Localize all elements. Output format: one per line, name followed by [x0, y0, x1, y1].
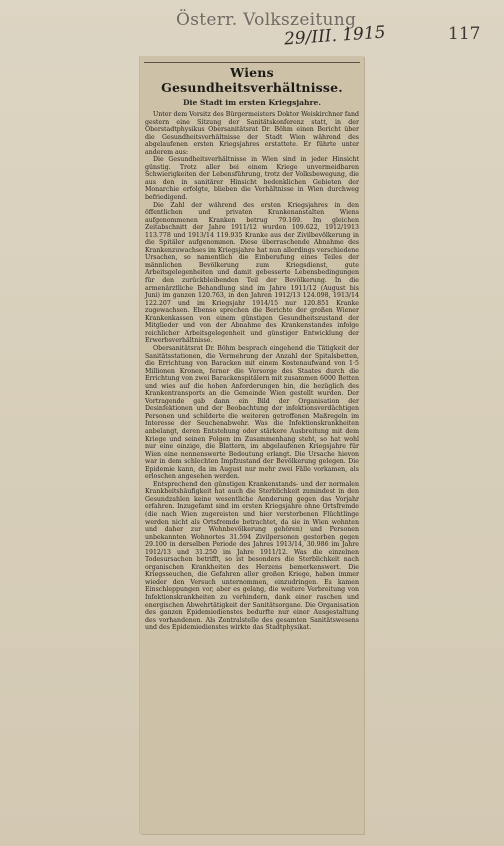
article-paragraph: Entsprechend den günstigen Krankenstands- und der normalen Krankheitshäufigkeit hat auch die Sterblichkeit zumindest in den Gesundzahlen keine wesentliche Aenderung gegen das Vorjahr erfahren. Inzugefamt sind im ersten Kriegsjahre ohne Ortsfremde (die nach Wien zugereisten und hier verstorbenen Flüchtlinge werden nicht als Ortsfremde betrachtet, da sie in Wien wohnten und daher zur Wohnbevölkerung gehören) und Personen unbekannten Wohnortes 31.594 Zivilpersonen gestorben gegen 29.100 in derselben Periode des Jahres 1913/14, 30.986 im Jahre 1912/13 und 31.250 im Jahre 1911/12. Was die einzelnen Todesursachen betrifft, so ist besonders die Sterblichkeit nach organischen Krankheiten des Herzens bemerkenswert. Die Kriegsseuchen, die Gefahren aller großen Kriege, haben immer wieder den Versuch unternommen, einzudringen. Es kamen Einschleppungen vor, aber es gelang, die weitere Verbreitung von Infektionskrankheiten zu verhindern, dank einer raschen und energischen Abwehrtätigkeit der Sanitätsorgane. Die Organisation des ganzen Epidemiedienstes bedurfte nur einer Ausgestaltung des vorhandenen. Als Zentralstelle des gesamten Sanitätswesens und des Epidemiedienstes wirkte das Stadtphysikat. — [145, 480, 359, 632]
handwritten-date: 29/III. 1915 — [283, 22, 387, 50]
article-body — [145, 111, 359, 632]
newspaper-name: Österr. Volkszeitung — [176, 10, 357, 30]
article-subtitle: Die Stadt im ersten Kriegsjahre. — [182, 98, 322, 107]
article-paragraph: Die Zahl der während des ersten Kriegsjahres in den öffentlichen und privaten Krankenanstalten Wiens aufgenommenen Kranken betrug 79.169. Im gleichen Zeitabschnitt der Jahre 1911/12 wurden 109.622, 1912/1913 113.778 und 1913/14 119.935 Kranke aus der Zivilbevölkerung in die Spitäler aufgenommen. Diese überraschende Abnahme des Krankenzuwachses im Kriegsjahre hat nun allerdings verschiedene Ursachen, so namentlich die Einberufung eines Teiles der männlichen Bevölkerung zum Kriegsdienst, gute Arbeitsgelegenheiten und damit gebesserte Lebensbedingungen für den zurückbleibenden Teil der Bevölkerung. In die armenärztliche Behandlung sind im Jahre 1911/12 (August bis Juni) im ganzen 120.763, in den Jahren 1912/13 124.098, 1913/14 122.207 und im Kriegsjahr 1914/15 nur 120.851 Kranke zugewachsen. Ebenso sprechen die Berichte der großen Wiener Krankenkassen von einem günstigen Gesundheitszustand der Mitglieder und von der Abnahme des Krankenstandes infolge reichlicher Arbeitsgelegenheit und günstiger Entwicklung der Erwerbsverhältnisse. — [145, 201, 359, 345]
article-paragraph: Unter dem Vorsitz des Bürgermeisters Doktor Weiskirchner fand gestern eine Sitzung der Sanitätskonferenz statt, in der Oberstadtphysikus Obersanitätsrat Dr. Böhm einen Bericht über die Gesundheitsverhältnisse der Stadt Wien während des abgelaufenen ersten Kriegsjahres erstattete. Er führte unter anderem aus: — [145, 111, 359, 156]
newspaper-clipping — [140, 56, 364, 834]
page-number: 117 — [448, 24, 481, 44]
article-paragraph: Obersanitätsrat Dr. Böhm besprach eingehend die Tätigkeit der Sanitätsstationen, die Vermehrung der Anzahl der Spitalsbetten, die Errichtung von Baracken mit einem Kostenaufwand von 1·5 Millionen Kronen, ferner die Vorsorge des Staates durch die Errichtung von zwei Barackenspitälern mit zusammen 6000 Betten und wies auf die hohen Anforderungen hin, die bezüglich des Krankentransports an die Gemeinde Wien gestellt wurden. Der Vortragende gab dann ein Bild der Organisation der Desinfektionen und der Beobachtung der infektionsverdächtigen Personen und schilderte die weiteren getroffenen Maßregeln im Interesse der Seuchenabwehr. Was die Infektionskrankheiten anbelangt, deren Entstehung oder stärkere Ausbreitung mit dem Kriege und seinen Folgen im Zusammenhang steht, so hat wohl nur eine einzige, die Blattern, im abgelaufenen Kriegsjahre für Wien eine nennenswerte Bedeutung erlangt. Die Ursache hievon war in dem schlechten Impfzustand der Bevölkerung gelegen. Die Epidemie kann, da im August nur mehr zwei Fälle vorkamen, als erloschen angesehen werden. — [145, 344, 359, 481]
article-paragraph: Die Gesundheitsverhältnisse in Wien sind in jeder Hinsicht günstig. Trotz aller bei einem Kriege unvermeidbaren Schwierigkeiten der Lebensführung, trotz der Volksbewegung, die aus den in sanitärer Hinsicht bedenklichen Gebieten der Monarchie erfolgte, blieben die Verhältnisse in Wien durchweg befriedigend. — [145, 156, 359, 202]
article-title: Wiens Gesundheitsverhältnisse. — [144, 62, 360, 95]
